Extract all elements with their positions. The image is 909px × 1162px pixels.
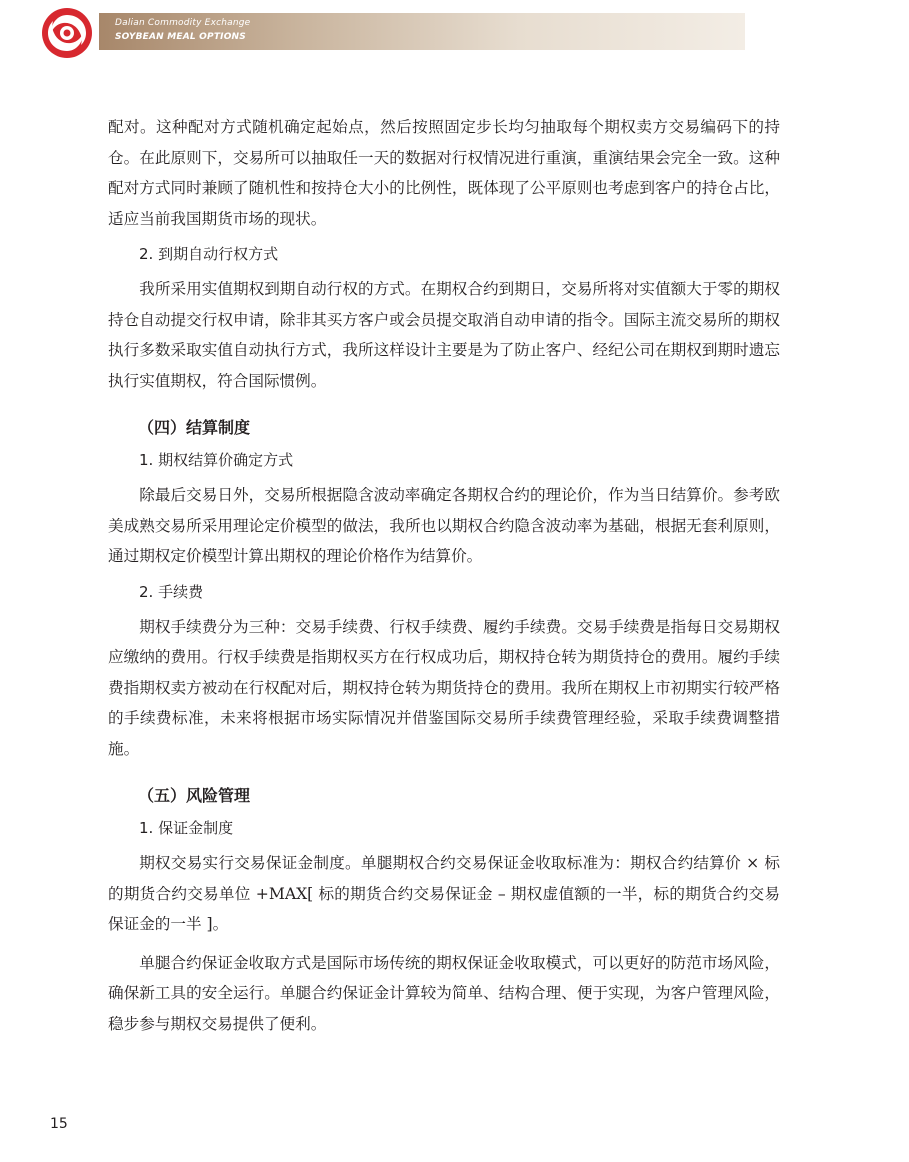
section-heading-settlement: （四）结算制度 — [138, 418, 251, 437]
subheading-settlement-price: 1. 期权结算价确定方式 — [139, 451, 294, 469]
paragraph-settlement-price: 除最后交易日外，交易所根据隐含波动率确定各期权合约的理论价，作为当日结算价。参考欧美成熟交易所采用理论定价模型的做法，我所也以期权合约隐含波动率为基础，根据无套利原则，通过期权定价模型计算出期权的理论价格作为结算价。 — [108, 486, 780, 565]
paragraph-auto-exercise: 我所采用实值期权到期自动行权的方式。在期权合约到期日，交易所将对实值额大于零的期权持仓自动提交行权申请，除非其买方客户或会员提交取消自动申请的指令。国际主流交易所的期权执行多数采取实值自动执行方式，我所这样设计主要是为了防止客户、经纪公司在期权到期时遗忘执行实值期权，符合国际惯例。 — [108, 280, 780, 390]
dce-logo-icon — [41, 7, 93, 59]
section-heading-risk: （五）风险管理 — [138, 786, 251, 805]
subheading-auto-exercise: 2. 到期自动行权方式 — [139, 245, 279, 263]
paragraph-margin-2: 单腿合约保证金收取方式是国际市场传统的期权保证金收取模式，可以更好的防范市场风险，确保新工具的安全运行。单腿合约保证金计算较为简单、结构合理、便于实现，为客户管理风险，稳步参与期权交易提供了便利。 — [108, 953, 780, 1033]
exchange-name: Dalian Commodity Exchange — [115, 18, 251, 28]
page-number: 15 — [50, 1116, 68, 1132]
paragraph-intro: 配对。这种配对方式随机确定起始点，然后按照固定步长均匀抽取每个期权卖方交易编码下的持仓。在此原则下，交易所可以抽取任一天的数据对行权情况进行重演，重演结果会完全一致。这种配对方式同时兼顾了随机性和按持仓大小的比例性，既体现了公平原则也考虑到客户的持仓占比，适应当前我国期货市场的现状。 — [108, 118, 780, 228]
page-body — [108, 112, 780, 1039]
paragraph-margin-1: 期权交易实行交易保证金制度。单腿期权合约交易保证金收取标准为：期权合约结算价 × 标的期货合约交易单位 +MAX[ 标的期货合约交易保证金 – 期权虚值额的一半，标的期货合约交易保证金的一半 ]。 — [108, 854, 780, 933]
paragraph-fees: 期权手续费分为三种：交易手续费、行权手续费、履约手续费。交易手续费是指每日交易期权应缴纳的费用。行权手续费是指期权买方在行权成功后，期权持仓转为期货持仓的费用。履约手续费指期权卖方被动在行权配对后，期权持仓转为期货持仓的费用。我所在期权上市初期实行较严格的手续费标准，未来将根据市场实际情况并借鉴国际交易所手续费管理经验，采取手续费调整措施。 — [108, 617, 780, 758]
subheading-fees: 2. 手续费 — [139, 582, 204, 601]
subheading-margin: 1. 保证金制度 — [139, 819, 234, 837]
header-banner — [99, 13, 745, 50]
product-name: SOYBEAN MEAL OPTIONS — [115, 32, 246, 42]
page-header — [0, 0, 909, 70]
